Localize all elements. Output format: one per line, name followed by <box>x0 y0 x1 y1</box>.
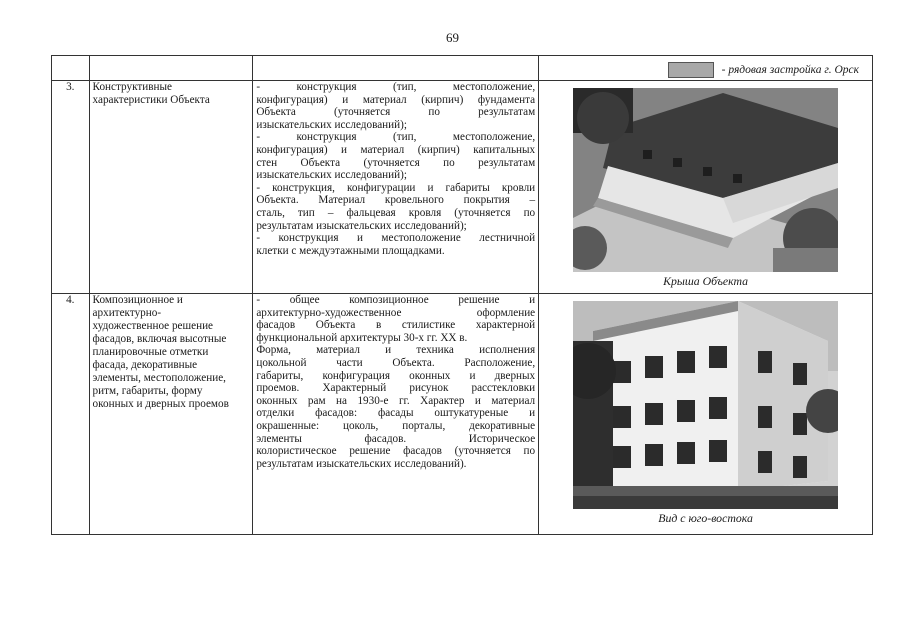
facade-southeast-photo <box>573 301 838 509</box>
description-line: архитектурно-художественное оформление <box>256 306 536 319</box>
roof-aerial-photo <box>573 88 838 272</box>
image-cell <box>539 81 873 294</box>
description-line: оконных рам на 1930-е гг. Характер и материал <box>256 394 536 407</box>
title-line: фасадов, включая высотные <box>92 333 227 345</box>
title-line: планировочные отметки <box>92 346 209 358</box>
description-line: стен Объекта (уточняется по результатам <box>256 156 536 169</box>
description-line: функциональной архитектуры 30-х гг. XX в. <box>256 331 468 344</box>
title-line: фасада, декоративные <box>92 359 198 371</box>
description-line: результатам изыскательских исследований); <box>256 219 467 232</box>
title-line: архитектурно- <box>92 307 162 319</box>
legend-swatch <box>668 62 714 78</box>
description-line: Объекта (уточняется по результатам <box>256 106 536 119</box>
title-line: Композиционное и <box>92 294 183 306</box>
description-line: Форма, материал и техника исполнения <box>256 344 536 357</box>
title-line: ритм, габариты, форму <box>92 385 203 397</box>
photo-caption: Крыша Объекта <box>663 274 749 288</box>
description-line: результатам изыскательских исследований). <box>256 457 467 470</box>
legend <box>542 56 869 78</box>
description-line: - общее композиционное решение и <box>256 294 536 306</box>
row-number: 3. <box>52 81 90 294</box>
legend-label: - рядовая застройка г. Орск <box>721 63 859 76</box>
description-line: изыскательских исследований); <box>256 118 407 131</box>
description-line: цокольной части Объекта. Расположение, <box>256 356 536 369</box>
title-line: Конструктивные <box>92 81 172 93</box>
description-line: - конструкция (тип, местоположение, <box>256 131 536 144</box>
row-title <box>89 294 253 535</box>
description-line: изыскательских исследований); <box>256 169 407 182</box>
description-line: конфигурация) и материал (кирпич) фундамента <box>256 93 536 106</box>
description-line: сталь, тип – фальцевая кровля (уточняется по <box>256 206 536 219</box>
row-description <box>253 294 539 535</box>
image-cell <box>539 294 873 535</box>
description-line: габариты, конфигурация оконных и дверных <box>256 369 536 382</box>
description-line: - конструкция и местоположение лестничной <box>256 232 536 245</box>
description-line: отделки фасадов: фасады оштукатуреные и <box>256 407 536 420</box>
description-line: элементы фасадов. Историческое <box>256 432 536 445</box>
description-line: колористическое решение фасадов (уточняется по <box>256 445 536 458</box>
row-description <box>253 81 539 294</box>
title-line: художественное решение <box>92 320 214 332</box>
cell-empty <box>89 56 253 81</box>
row-title <box>89 81 253 294</box>
description-line: проемов. Характерный рисунок расстекловки <box>256 382 536 395</box>
title-line: элементы, местоположение, <box>92 372 226 384</box>
row-number: 4. <box>52 294 90 535</box>
description-line: - конструкция, конфигурации и габариты кровли <box>256 181 536 194</box>
description-line: клетки с междуэтажными площадками. <box>256 244 445 257</box>
object-characteristics-table <box>51 55 873 535</box>
photo-caption: Вид с юго-востока <box>658 511 753 525</box>
cell-empty <box>253 56 539 81</box>
description-line: окрашенные: цоколь, порталы, декоративные <box>256 419 536 432</box>
table-row-header <box>52 56 873 81</box>
legend-cell <box>539 56 873 81</box>
page-number: 69 <box>446 30 459 45</box>
cell-empty <box>52 56 90 81</box>
title-line: оконных и дверных проемов <box>92 398 229 410</box>
description-line: Объекта. Материал кровельного покрытия – <box>256 194 536 207</box>
table-row <box>52 294 873 535</box>
description-line: фасадов Объекта в стилистике характерной <box>256 319 536 332</box>
table-row <box>52 81 873 294</box>
description-line: - конструкция (тип, местоположение, <box>256 81 536 93</box>
description-line: конфигурация) и материал (кирпич) капитальных <box>256 143 536 156</box>
title-line: характеристики Объекта <box>92 94 210 106</box>
